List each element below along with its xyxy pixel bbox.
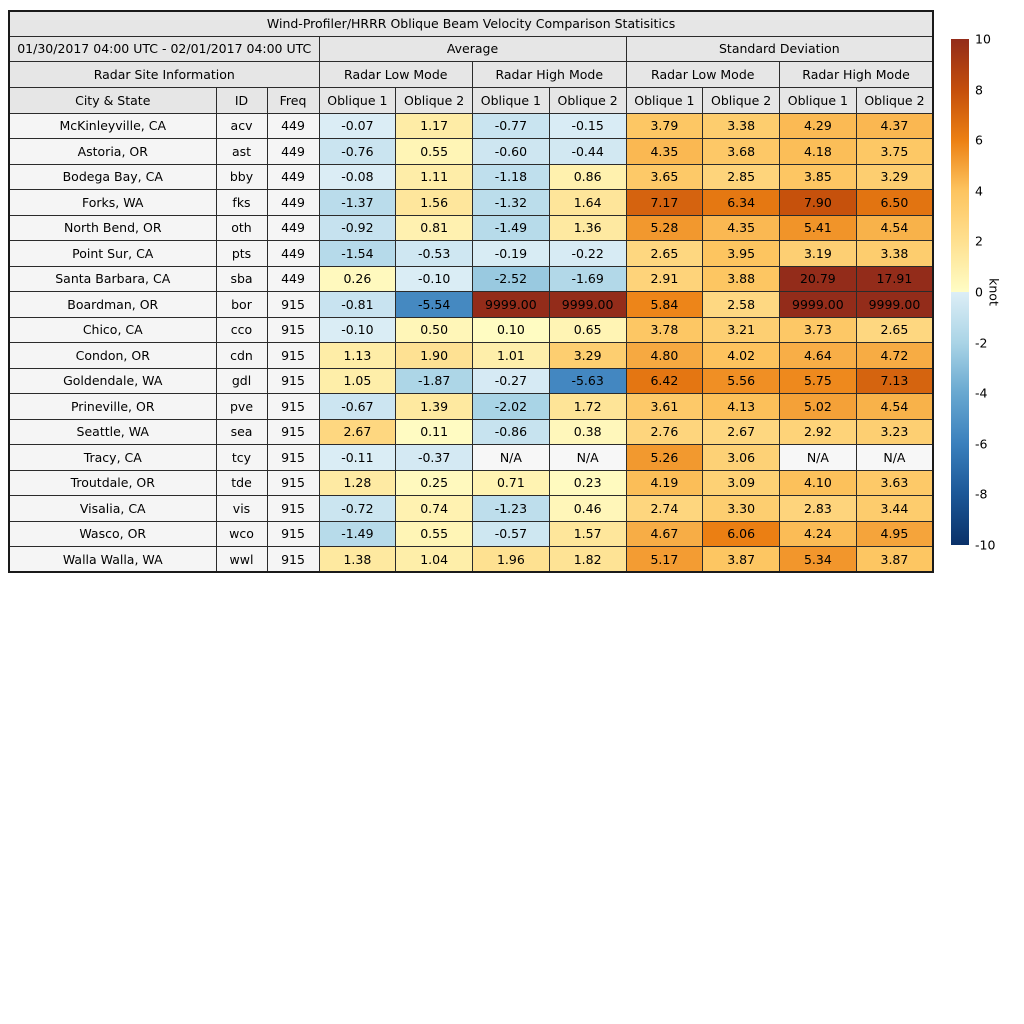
value-cell: -0.22 bbox=[549, 241, 626, 267]
value-cell: -0.11 bbox=[319, 445, 396, 471]
std-high-mode-header: Radar High Mode bbox=[780, 61, 934, 87]
city-cell: Troutdale, OR bbox=[9, 470, 216, 496]
id-cell: sba bbox=[216, 266, 267, 292]
value-cell: 4.54 bbox=[856, 394, 933, 420]
oblique-column-header: Oblique 1 bbox=[626, 87, 703, 113]
value-cell: 4.64 bbox=[780, 343, 857, 369]
value-cell: 5.26 bbox=[626, 445, 703, 471]
value-cell: 2.83 bbox=[780, 496, 857, 522]
freq-cell: 449 bbox=[267, 113, 319, 139]
id-cell: pve bbox=[216, 394, 267, 420]
value-cell: 1.01 bbox=[473, 343, 550, 369]
value-cell: 4.24 bbox=[780, 521, 857, 547]
value-cell: 5.56 bbox=[703, 368, 780, 394]
freq-cell: 915 bbox=[267, 521, 319, 547]
colorbar-tick-label: -2 bbox=[975, 335, 988, 351]
freq-cell: 449 bbox=[267, 190, 319, 216]
value-cell: -1.37 bbox=[319, 190, 396, 216]
id-cell: wco bbox=[216, 521, 267, 547]
value-cell: 1.57 bbox=[549, 521, 626, 547]
id-cell: acv bbox=[216, 113, 267, 139]
value-cell: 3.19 bbox=[780, 241, 857, 267]
value-cell: 17.91 bbox=[856, 266, 933, 292]
freq-cell: 449 bbox=[267, 241, 319, 267]
value-cell: 20.79 bbox=[780, 266, 857, 292]
value-cell: 3.38 bbox=[703, 113, 780, 139]
value-cell: 3.29 bbox=[856, 164, 933, 190]
std-low-mode-header: Radar Low Mode bbox=[626, 61, 780, 87]
avg-low-mode-header: Radar Low Mode bbox=[319, 61, 473, 87]
table-row bbox=[9, 470, 933, 496]
value-cell: 6.50 bbox=[856, 190, 933, 216]
city-cell: Santa Barbara, CA bbox=[9, 266, 216, 292]
value-cell: 4.29 bbox=[780, 113, 857, 139]
freq-cell: 449 bbox=[267, 266, 319, 292]
colorbar-tick-label: -8 bbox=[975, 486, 988, 502]
value-cell: N/A bbox=[549, 445, 626, 471]
value-cell: 2.76 bbox=[626, 419, 703, 445]
colorbar-gradient bbox=[951, 39, 969, 545]
value-cell: 3.65 bbox=[626, 164, 703, 190]
id-cell: bby bbox=[216, 164, 267, 190]
value-cell: -0.10 bbox=[319, 317, 396, 343]
value-cell: 0.26 bbox=[319, 266, 396, 292]
value-cell: 1.17 bbox=[396, 113, 473, 139]
table-row bbox=[9, 445, 933, 471]
value-cell: 3.23 bbox=[856, 419, 933, 445]
id-column-header: ID bbox=[216, 87, 267, 113]
id-cell: ast bbox=[216, 139, 267, 165]
value-cell: 3.06 bbox=[703, 445, 780, 471]
table-row bbox=[9, 368, 933, 394]
value-cell: 9999.00 bbox=[856, 292, 933, 318]
value-cell: -0.19 bbox=[473, 241, 550, 267]
value-cell: 5.84 bbox=[626, 292, 703, 318]
value-cell: 9999.00 bbox=[473, 292, 550, 318]
value-cell: 3.38 bbox=[856, 241, 933, 267]
value-cell: 3.78 bbox=[626, 317, 703, 343]
value-cell: 4.80 bbox=[626, 343, 703, 369]
colorbar-tick-label: -6 bbox=[975, 436, 988, 452]
value-cell: 2.92 bbox=[780, 419, 857, 445]
value-cell: 3.63 bbox=[856, 470, 933, 496]
table-row bbox=[9, 521, 933, 547]
value-cell: 0.25 bbox=[396, 470, 473, 496]
oblique-column-header: Oblique 1 bbox=[319, 87, 396, 113]
value-cell: 5.17 bbox=[626, 547, 703, 573]
table-title-row bbox=[9, 11, 933, 36]
id-cell: cco bbox=[216, 317, 267, 343]
colorbar-tick-label: -4 bbox=[975, 385, 988, 401]
value-cell: 4.95 bbox=[856, 521, 933, 547]
period-section-row bbox=[9, 36, 933, 61]
value-cell: 4.37 bbox=[856, 113, 933, 139]
value-cell: 0.38 bbox=[549, 419, 626, 445]
value-cell: 2.67 bbox=[319, 419, 396, 445]
value-cell: 3.29 bbox=[549, 343, 626, 369]
id-cell: fks bbox=[216, 190, 267, 216]
id-cell: cdn bbox=[216, 343, 267, 369]
id-cell: sea bbox=[216, 419, 267, 445]
freq-cell: 915 bbox=[267, 419, 319, 445]
value-cell: 3.87 bbox=[703, 547, 780, 573]
value-cell: 6.42 bbox=[626, 368, 703, 394]
table-body bbox=[9, 113, 933, 572]
city-cell: Boardman, OR bbox=[9, 292, 216, 318]
colorbar-tick-label: 2 bbox=[975, 233, 983, 249]
table-row bbox=[9, 547, 933, 573]
value-cell: 5.75 bbox=[780, 368, 857, 394]
value-cell: -0.37 bbox=[396, 445, 473, 471]
table-row bbox=[9, 139, 933, 165]
value-cell: N/A bbox=[780, 445, 857, 471]
value-cell: 3.61 bbox=[626, 394, 703, 420]
value-cell: 3.85 bbox=[780, 164, 857, 190]
value-cell: 4.35 bbox=[626, 139, 703, 165]
city-cell: Walla Walla, WA bbox=[9, 547, 216, 573]
value-cell: 0.46 bbox=[549, 496, 626, 522]
id-cell: oth bbox=[216, 215, 267, 241]
value-cell: 3.88 bbox=[703, 266, 780, 292]
freq-cell: 449 bbox=[267, 215, 319, 241]
value-cell: 3.09 bbox=[703, 470, 780, 496]
city-cell: North Bend, OR bbox=[9, 215, 216, 241]
value-cell: -1.23 bbox=[473, 496, 550, 522]
value-cell: 4.54 bbox=[856, 215, 933, 241]
value-cell: 5.02 bbox=[780, 394, 857, 420]
city-cell: Visalia, CA bbox=[9, 496, 216, 522]
id-cell: tde bbox=[216, 470, 267, 496]
value-cell: 1.36 bbox=[549, 215, 626, 241]
freq-cell: 915 bbox=[267, 343, 319, 369]
value-cell: 0.86 bbox=[549, 164, 626, 190]
city-cell: Chico, CA bbox=[9, 317, 216, 343]
value-cell: 2.91 bbox=[626, 266, 703, 292]
value-cell: 2.67 bbox=[703, 419, 780, 445]
table-row bbox=[9, 343, 933, 369]
value-cell: -0.57 bbox=[473, 521, 550, 547]
table-row bbox=[9, 113, 933, 139]
oblique-column-header: Oblique 1 bbox=[473, 87, 550, 113]
value-cell: 1.64 bbox=[549, 190, 626, 216]
mode-header-row bbox=[9, 61, 933, 87]
value-cell: 4.02 bbox=[703, 343, 780, 369]
value-cell: 3.95 bbox=[703, 241, 780, 267]
value-cell: 3.68 bbox=[703, 139, 780, 165]
value-cell: 0.55 bbox=[396, 521, 473, 547]
table-row bbox=[9, 215, 933, 241]
value-cell: 3.75 bbox=[856, 139, 933, 165]
id-cell: pts bbox=[216, 241, 267, 267]
id-cell: tcy bbox=[216, 445, 267, 471]
oblique-column-header: Oblique 2 bbox=[703, 87, 780, 113]
value-cell: 1.82 bbox=[549, 547, 626, 573]
colorbar-tick-label: 8 bbox=[975, 82, 983, 98]
value-cell: -0.92 bbox=[319, 215, 396, 241]
city-cell: Tracy, CA bbox=[9, 445, 216, 471]
value-cell: 5.28 bbox=[626, 215, 703, 241]
value-cell: N/A bbox=[473, 445, 550, 471]
value-cell: 7.17 bbox=[626, 190, 703, 216]
table-row bbox=[9, 190, 933, 216]
value-cell: -0.86 bbox=[473, 419, 550, 445]
value-cell: 3.30 bbox=[703, 496, 780, 522]
id-cell: vis bbox=[216, 496, 267, 522]
freq-cell: 915 bbox=[267, 547, 319, 573]
value-cell: 3.44 bbox=[856, 496, 933, 522]
colorbar-tick-label: 10 bbox=[975, 31, 991, 47]
value-cell: 1.72 bbox=[549, 394, 626, 420]
table-row bbox=[9, 292, 933, 318]
value-cell: 3.79 bbox=[626, 113, 703, 139]
value-cell: -0.72 bbox=[319, 496, 396, 522]
value-cell: 0.10 bbox=[473, 317, 550, 343]
value-cell: 3.73 bbox=[780, 317, 857, 343]
value-cell: 6.06 bbox=[703, 521, 780, 547]
city-cell: Seattle, WA bbox=[9, 419, 216, 445]
value-cell: -5.54 bbox=[396, 292, 473, 318]
value-cell: 0.71 bbox=[473, 470, 550, 496]
value-cell: 2.85 bbox=[703, 164, 780, 190]
value-cell: 3.87 bbox=[856, 547, 933, 573]
freq-cell: 915 bbox=[267, 496, 319, 522]
value-cell: -0.67 bbox=[319, 394, 396, 420]
value-cell: -1.54 bbox=[319, 241, 396, 267]
colorbar-tick-label: 0 bbox=[975, 284, 983, 300]
value-cell: 1.11 bbox=[396, 164, 473, 190]
value-cell: -0.07 bbox=[319, 113, 396, 139]
table-row bbox=[9, 241, 933, 267]
colorbar-tick-label: 6 bbox=[975, 132, 983, 148]
value-cell: -0.10 bbox=[396, 266, 473, 292]
value-cell: 5.41 bbox=[780, 215, 857, 241]
value-cell: 7.13 bbox=[856, 368, 933, 394]
value-cell: -0.08 bbox=[319, 164, 396, 190]
value-cell: -0.81 bbox=[319, 292, 396, 318]
value-cell: 3.21 bbox=[703, 317, 780, 343]
value-cell: 1.90 bbox=[396, 343, 473, 369]
value-cell: -1.69 bbox=[549, 266, 626, 292]
value-cell: 2.65 bbox=[856, 317, 933, 343]
oblique-column-header: Oblique 2 bbox=[396, 87, 473, 113]
value-cell: 1.28 bbox=[319, 470, 396, 496]
value-cell: 4.72 bbox=[856, 343, 933, 369]
city-cell: Forks, WA bbox=[9, 190, 216, 216]
site-info-header: Radar Site Information bbox=[9, 61, 319, 87]
value-cell: 4.19 bbox=[626, 470, 703, 496]
city-cell: Bodega Bay, CA bbox=[9, 164, 216, 190]
city-cell: Astoria, OR bbox=[9, 139, 216, 165]
value-cell: -0.53 bbox=[396, 241, 473, 267]
colorbar-tick-label: -10 bbox=[975, 537, 996, 553]
freq-cell: 915 bbox=[267, 445, 319, 471]
city-state-column-header: City & State bbox=[9, 87, 216, 113]
value-cell: 4.13 bbox=[703, 394, 780, 420]
id-cell: bor bbox=[216, 292, 267, 318]
table-row bbox=[9, 164, 933, 190]
colorbar-unit-label: knot bbox=[986, 278, 1002, 306]
average-section-header: Average bbox=[319, 36, 626, 61]
value-cell: 6.34 bbox=[703, 190, 780, 216]
value-cell: -1.49 bbox=[473, 215, 550, 241]
city-cell: Condon, OR bbox=[9, 343, 216, 369]
value-cell: 9999.00 bbox=[780, 292, 857, 318]
value-cell: 1.56 bbox=[396, 190, 473, 216]
value-cell: 9999.00 bbox=[549, 292, 626, 318]
value-cell: 1.39 bbox=[396, 394, 473, 420]
value-cell: 7.90 bbox=[780, 190, 857, 216]
value-cell: 1.96 bbox=[473, 547, 550, 573]
value-cell: -1.49 bbox=[319, 521, 396, 547]
value-cell: -1.18 bbox=[473, 164, 550, 190]
freq-cell: 449 bbox=[267, 164, 319, 190]
value-cell: 2.58 bbox=[703, 292, 780, 318]
value-cell: 2.65 bbox=[626, 241, 703, 267]
value-cell: 0.74 bbox=[396, 496, 473, 522]
value-cell: -1.87 bbox=[396, 368, 473, 394]
freq-cell: 915 bbox=[267, 292, 319, 318]
value-cell: 5.34 bbox=[780, 547, 857, 573]
avg-high-mode-header: Radar High Mode bbox=[473, 61, 627, 87]
table-row bbox=[9, 317, 933, 343]
value-cell: 4.10 bbox=[780, 470, 857, 496]
value-cell: 1.13 bbox=[319, 343, 396, 369]
value-cell: 0.50 bbox=[396, 317, 473, 343]
value-cell: 1.38 bbox=[319, 547, 396, 573]
city-cell: McKinleyville, CA bbox=[9, 113, 216, 139]
oblique-column-header: Oblique 1 bbox=[780, 87, 857, 113]
id-cell: wwl bbox=[216, 547, 267, 573]
freq-cell: 915 bbox=[267, 368, 319, 394]
city-cell: Point Sur, CA bbox=[9, 241, 216, 267]
oblique-column-header: Oblique 2 bbox=[856, 87, 933, 113]
period-label: 01/30/2017 04:00 UTC - 02/01/2017 04:00 UTC bbox=[9, 36, 319, 61]
std-dev-section-header: Standard Deviation bbox=[626, 36, 933, 61]
city-cell: Prineville, OR bbox=[9, 394, 216, 420]
freq-cell: 915 bbox=[267, 317, 319, 343]
value-cell: 0.23 bbox=[549, 470, 626, 496]
value-cell: 0.55 bbox=[396, 139, 473, 165]
freq-column-header: Freq bbox=[267, 87, 319, 113]
value-cell: N/A bbox=[856, 445, 933, 471]
value-cell: 4.67 bbox=[626, 521, 703, 547]
freq-cell: 915 bbox=[267, 470, 319, 496]
value-cell: 1.04 bbox=[396, 547, 473, 573]
table-title: Wind-Profiler/HRRR Oblique Beam Velocity Comparison Statisitics bbox=[9, 11, 933, 36]
value-cell: 4.35 bbox=[703, 215, 780, 241]
value-cell: -0.76 bbox=[319, 139, 396, 165]
colorbar-tick-label: 4 bbox=[975, 183, 983, 199]
value-cell: -0.44 bbox=[549, 139, 626, 165]
value-cell: 1.05 bbox=[319, 368, 396, 394]
value-cell: 0.65 bbox=[549, 317, 626, 343]
freq-cell: 449 bbox=[267, 139, 319, 165]
table-row bbox=[9, 419, 933, 445]
table-row bbox=[9, 394, 933, 420]
value-cell: 4.18 bbox=[780, 139, 857, 165]
value-cell: -2.02 bbox=[473, 394, 550, 420]
value-cell: 2.74 bbox=[626, 496, 703, 522]
freq-cell: 915 bbox=[267, 394, 319, 420]
value-cell: 0.11 bbox=[396, 419, 473, 445]
id-cell: gdl bbox=[216, 368, 267, 394]
value-cell: -0.60 bbox=[473, 139, 550, 165]
value-cell: -0.15 bbox=[549, 113, 626, 139]
statistics-table bbox=[8, 10, 934, 573]
city-cell: Wasco, OR bbox=[9, 521, 216, 547]
value-cell: -0.27 bbox=[473, 368, 550, 394]
column-header-row bbox=[9, 87, 933, 113]
city-cell: Goldendale, WA bbox=[9, 368, 216, 394]
oblique-column-header: Oblique 2 bbox=[549, 87, 626, 113]
value-cell: -1.32 bbox=[473, 190, 550, 216]
table-row bbox=[9, 496, 933, 522]
value-cell: -0.77 bbox=[473, 113, 550, 139]
value-cell: -2.52 bbox=[473, 266, 550, 292]
value-cell: 0.81 bbox=[396, 215, 473, 241]
value-cell: -5.63 bbox=[549, 368, 626, 394]
table-row bbox=[9, 266, 933, 292]
